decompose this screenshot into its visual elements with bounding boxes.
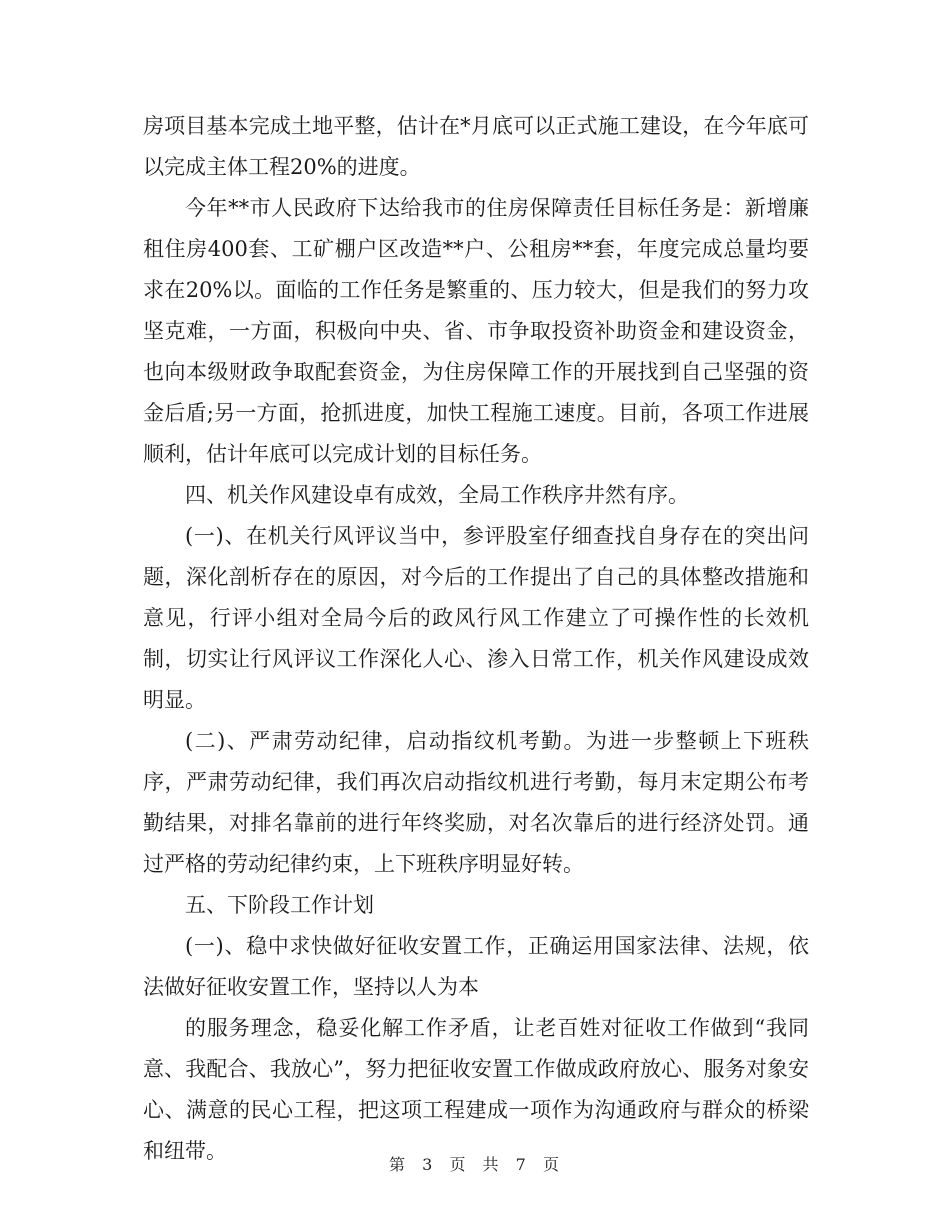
footer-total-word: 共: [482, 1155, 501, 1174]
footer-suffix: 页: [542, 1155, 561, 1174]
total-pages-number: 7: [515, 1155, 528, 1174]
current-page-number: 3: [422, 1155, 435, 1174]
page-footer: [0, 1152, 950, 1175]
paragraph-continuation: 房项目基本完成土地平整，估计在*月底可以正式施工建设，在今年底可以完成主体工程20%的进度。: [143, 114, 809, 179]
paragraph-plan-item-1: (一)、稳中求快做好征收安置工作，正确运用国家法律、法规，依法做好征收安置工作，坚持以人为本: [143, 934, 809, 999]
paragraph-item-1: (一)、在机关行风评议当中，参评股室仔细查找自身存在的突出问题，深化剖析存在的原因，对今后的工作提出了自己的具体整改措施和意见，行评小组对全局今后的政风行风工作建立了可操作性的长效机制，切实让行风评议工作深化人心、渗入日常工作，机关作风建设成效明显。: [143, 524, 809, 712]
paragraph-item-2: (二)、严肃劳动纪律，启动指纹机考勤。为进一步整顿上下班秩序，严肃劳动纪律，我们再次启动指纹机进行考勤，每月末定期公布考勤结果，对排名靠前的进行年终奖励，对名次靠后的进行经济处罚。通过严格的劳动纪律约束，上下班秩序明显好转。: [143, 729, 809, 876]
footer-page-word: 页: [449, 1155, 468, 1174]
section-heading-5: 五、下阶段工作计划: [185, 893, 374, 917]
paragraph-housing-targets: 今年**市人民政府下达给我市的住房保障责任目标任务是：新增廉租住房400套、工矿棚户区改造**户、公租房**套，年度完成总量均要求在20%以。面临的工作任务是繁重的、压力较大，但是我们的努力攻坚克难，一方面，积极向中央、省、市争取投资补助资金和建设资金，也向本级财政争取配套资金，为住房保障工作的开展找到自己坚强的资金后盾;另一方面，抢抓进度，加快工程施工速度。目前，各项工作进展顺利，估计年底可以完成计划的目标任务。: [143, 196, 809, 466]
section-heading-4: 四、机关作风建设卓有成效，全局工作秩序井然有序。: [185, 483, 689, 507]
paragraph-plan-continuation: 的服务理念，稳妥化解工作矛盾，让老百姓对征收工作做到“我同意、我配合、我放心”，努力把征收安置工作做成政府放心、服务对象安心、满意的民心工程，把这项工程建成一项作为沟通政府与群众的桥梁和纽带。: [143, 1016, 809, 1163]
footer-prefix: 第: [389, 1155, 408, 1174]
document-body: [143, 106, 809, 1172]
